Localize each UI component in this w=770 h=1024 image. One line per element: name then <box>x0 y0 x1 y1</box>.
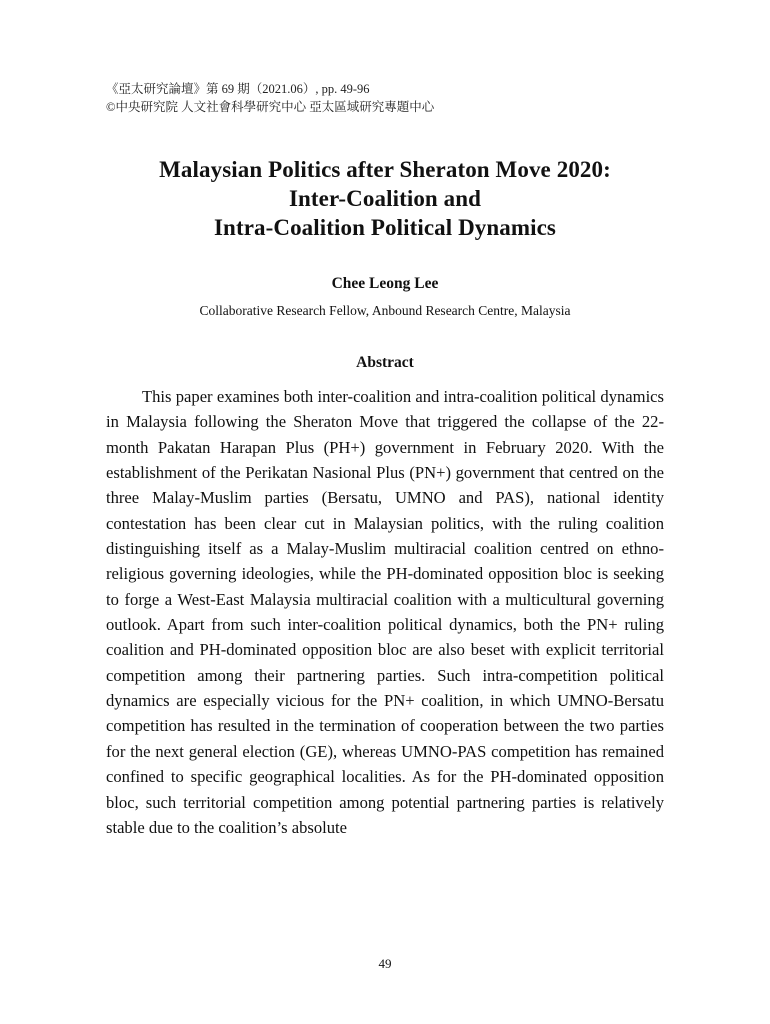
journal-header <box>106 80 666 116</box>
title-line-2: Inter-Coalition and <box>288 186 482 211</box>
title-line-1: Malaysian Politics after Sheraton Move 2020: <box>159 157 611 182</box>
page-number: 49 <box>378 956 392 971</box>
author-affiliation: Collaborative Research Fellow, Anbound Research Centre, Malaysia <box>199 303 571 318</box>
copyright-notice: ©中央研究院 人文社會科學研究中心 亞太區域研究專題中心 <box>106 100 435 114</box>
journal-citation: 《亞太研究論壇》第 69 期（2021.06）, pp. 49-96 <box>106 82 370 96</box>
abstract-heading: Abstract <box>356 354 414 371</box>
abstract-body: This paper examines both inter-coalition and intra-coalition political dynamics in Malaysia following the Sheraton Move that triggered the collapse of the 22-month Pakatan Harapan Plus (PH+) government in February 2020. With the establishment of the Perikatan Nasional Plus (PN+) government that centred on the three Malay-Muslim parties (Bersatu, UMNO and PAS), national identity contestation has been clear cut in Malaysian politics, with the ruling coalition distinguishing itself as a Malay-Muslim multiracial coalition centred on ethno-religious governing ideologies, while the PH-dominated opposition bloc is seeking to forge a West-East Malaysia multiracial coalition with a multicultural governing outlook. Apart from such inter-coalition political dynamics, both the PN+ ruling coalition and PH-dominated opposition bloc are also beset with explicit territorial competition among their partnering parties. Such intra-competition political dynamics are especially vicious for the PN+ coalition, in which UMNO-Bersatu competition has resulted in the termination of cooperation between the two parties for the next general election (GE), whereas UMNO-PAS competition has remained confined to specific geographical localities. As for the PH-dominated opposition bloc, such territorial competition among potential partnering parties is relatively stable due to the coalition’s absolute <box>106 387 664 837</box>
title-line-3: Intra-Coalition Political Dynamics <box>214 215 556 240</box>
paper-title <box>106 155 664 242</box>
author-name: Chee Leong Lee <box>331 275 439 292</box>
